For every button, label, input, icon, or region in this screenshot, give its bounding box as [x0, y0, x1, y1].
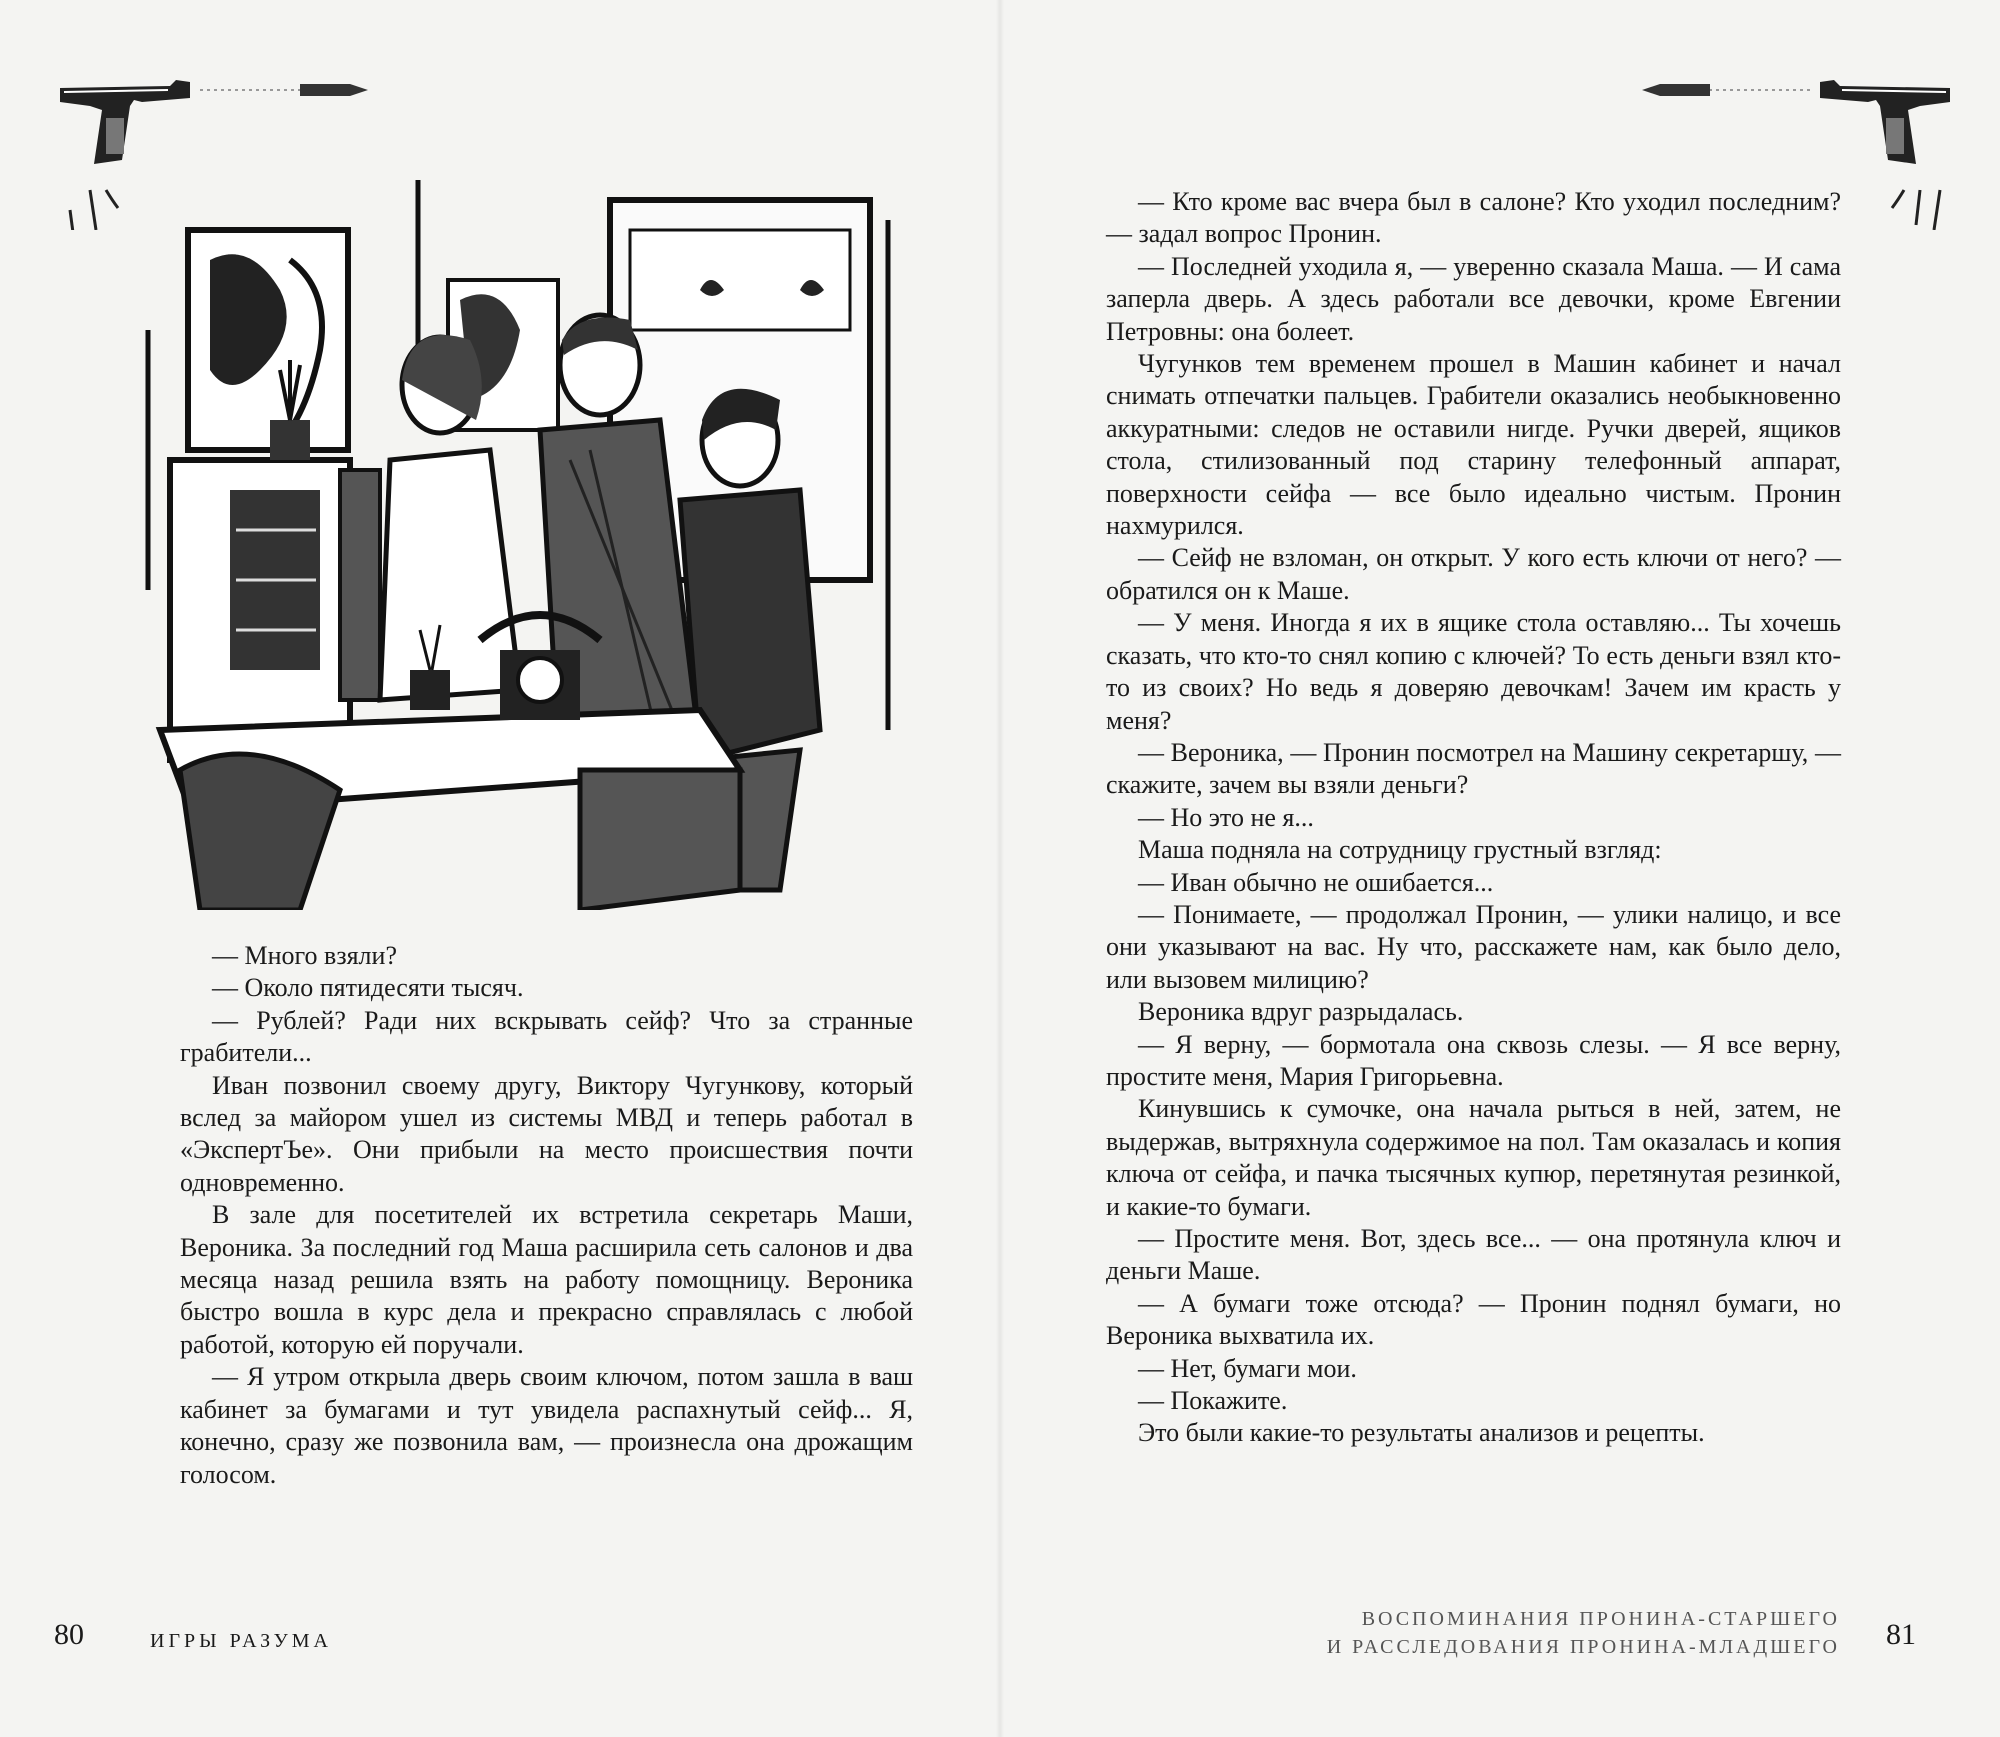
paragraph: — Простите меня. Вот, здесь все... — она протянула ключ и деньги Маше. [1106, 1224, 1841, 1286]
left-page-text [180, 940, 913, 1491]
right-page [1000, 0, 2000, 1737]
paragraph: — Вероника, — Пронин посмотрел на Машину секретаршу, — скажите, зачем вы взяли деньги? [1106, 737, 1841, 800]
page-number: 80 [54, 1618, 84, 1651]
paragraph: Маша подняла на сотрудницу грустный взгляд: [1138, 835, 1662, 865]
paragraph: — Но это не я... [1138, 802, 1314, 832]
paragraph: — Нет, бумаги мои. [1138, 1353, 1357, 1383]
office-scene-illustration [140, 170, 910, 910]
paragraph: — А бумаги тоже отсюда? — Пронин поднял бумаги, но Вероника выхватила их. [1106, 1288, 1841, 1351]
paragraph: — У меня. Иногда я их в ящике стола оставляю... Ты хочешь сказать, что кто-то снял копию с ключей? То есть деньги взял кто-то из своих? Но ведь я доверяю девочкам! Зачем им красть у меня? [1106, 608, 1841, 735]
paragraph: — Я утром открыла дверь своим ключом, потом зашла в ваш кабинет за бумагами и тут увидела распахнутый сейф... Я, конечно, сразу же позвонила вам, — произнесла она дрожащим голосом. [180, 1362, 913, 1489]
paragraph: — Покажите. [1138, 1386, 1288, 1416]
running-head [1280, 1605, 1840, 1661]
paragraph: — Иван обычно не ошибается... [1138, 867, 1494, 897]
right-page-text [1106, 186, 1841, 1450]
paragraph: — Сейф не взломан, он открыт. У кого есть ключи от него? — обратился он к Маше. [1106, 543, 1841, 605]
paragraph: Кинувшись к сумочке, она начала рыться в ней, затем, не выдержав, вытряхнула содержимое на пол. Там оказалась и копия ключа от сейфа, и пачка тысячных купюр, перетянутая резинкой, и какие-то бумаги. [1106, 1094, 1841, 1221]
paragraph: — Понимаете, — продолжал Пронин, — улики налицо, и все они указывают на вас. Ну что, расскажете нам, как было дело, или вызовем милицию? [1106, 899, 1841, 994]
paragraph: В зале для посетителей их встретила секретарь Маши, Вероника. За последний год Маша расширила сеть салонов и два месяца назад решила взять на работу помощницу. Вероника быстро вошла в курс дела и прекрасно справлялась с любой работой, которую ей поручали. [180, 1200, 913, 1359]
paragraph: — Кто кроме вас вчера был в салоне? Кто уходил последним? — задал вопрос Пронин. [1106, 187, 1841, 249]
page-number: 81 [1886, 1618, 1916, 1651]
paragraph: — Около пятидесяти тысяч. [212, 973, 524, 1003]
paragraph: Вероника вдруг разрыдалась. [1138, 997, 1464, 1027]
paragraph: Это были какие-то результаты анализов и рецепты. [1138, 1418, 1705, 1448]
paragraph: Чугунков тем временем прошел в Машин кабинет и начал снимать отпечатки пальцев. Грабители оказались необыкновенно аккуратными: следов не оставили нигде. Ручки дверей, ящиков стола, стилизованный под старину телефонный аппарат, поверхности сейфа — все было идеально чистым. Пронин нахмурился. [1106, 349, 1841, 541]
running-head: ИГРЫ РАЗУМА [150, 1630, 332, 1652]
paragraph: — Я верну, — бормотала она сквозь слезы. — Я все верну, простите меня, Мария Григорьевна. [1106, 1029, 1841, 1091]
paragraph: — Последней уходила я, — уверенно сказала Маша. — И сама заперла дверь. А здесь работали все девочки, кроме Евгении Петровны: она болеет. [1106, 251, 1841, 346]
running-head-line: И РАССЛЕДОВАНИЯ ПРОНИНА-МЛАДШЕГО [1326, 1636, 1840, 1658]
paragraph: — Рублей? Ради них вскрывать сейф? Что за странные грабители... [180, 1005, 913, 1068]
paragraph: Иван позвонил своему другу, Виктору Чугункову, который вслед за майором ушел из системы МВД и теперь работал в «ЭкспертЪе». Они прибыли на место происшествия почти одновременно. [180, 1070, 913, 1197]
running-head-line: ВОСПОМИНАНИЯ ПРОНИНА-СТАРШЕГО [1361, 1608, 1840, 1630]
paragraph: — Много взяли? [212, 941, 397, 970]
